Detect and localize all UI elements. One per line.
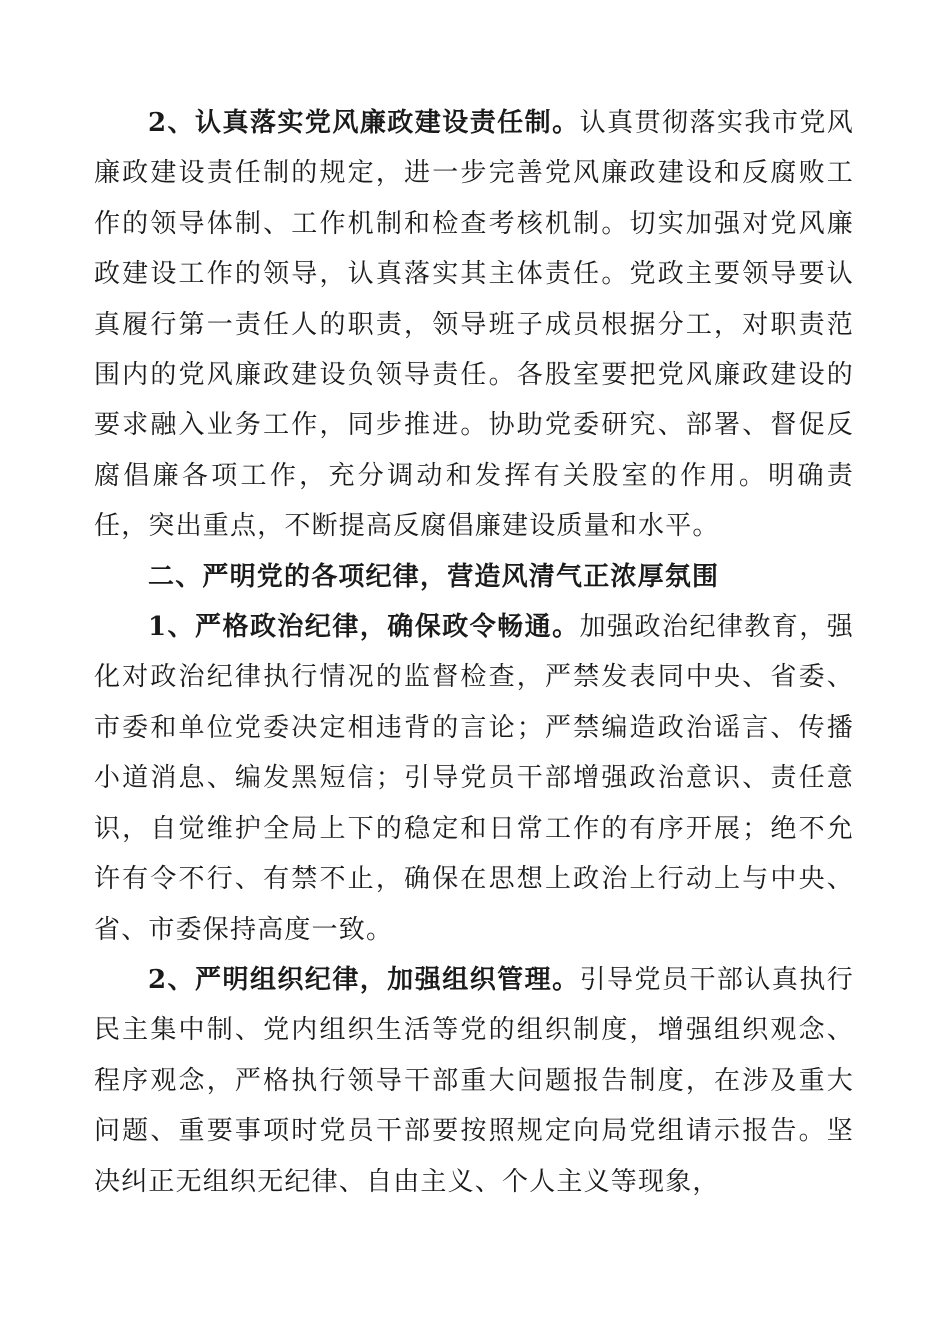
section-heading: 二、严明党的各项纪律，营造风清气正浓厚氛围 (148, 561, 720, 592)
document-body (94, 98, 854, 1207)
paragraph-lead: 2、严明组织纪律，加强组织管理。 (148, 964, 580, 995)
paragraph-organizational-discipline (94, 955, 854, 1207)
paragraph-text: 引导党员干部认真执行民主集中制、党内组织生活等党的组织制度，增强组织观念、程序观念，严格执行领导干部重大问题报告制度，在涉及重大问题、重要事项时党员干部要按照规定向局党组请示报告。坚决纠正无组织无纪律、自由主义、个人主义等现象， (94, 964, 854, 1197)
paragraph-lead: 1、严格政治纪律，确保政令畅通。 (148, 612, 580, 643)
paragraph-text: 加强政治纪律教育，强化对政治纪律执行情况的监督检查，严禁发表同中央、省委、市委和单位党委决定相违背的言论；严禁编造政治谣言、传播小道消息、编发黑短信；引导党员干部增强政治意识、责任意识，自觉维护全局上下的稳定和日常工作的有序开展；绝不允许有令不行、有禁不止，确保在思想上政治上行动上与中央、省、市委保持高度一致。 (94, 612, 854, 945)
paragraph-lead: 2、认真落实党风廉政建设责任制。 (148, 108, 580, 138)
paragraph-text: 认真贯彻落实我市党风廉政建设责任制的规定，进一步完善党风廉政建设和反腐败工作的领导体制、工作机制和检查考核机制。切实加强对党风廉政建设工作的领导，认真落实其主体责任。党政主要领导要认真履行第一责任人的职责，领导班子成员根据分工，对职责范围内的党风廉政建设负领导责任。各股室要把党风廉政建设的要求融入业务工作，同步推进。协助党委研究、部署、督促反腐倡廉各项工作，充分调动和发挥有关股室的作用。明确责任，突出重点，不断提高反腐倡廉建设质量和水平。 (94, 108, 854, 542)
paragraph-political-discipline (94, 602, 854, 955)
paragraph-responsibility-system (94, 98, 854, 552)
